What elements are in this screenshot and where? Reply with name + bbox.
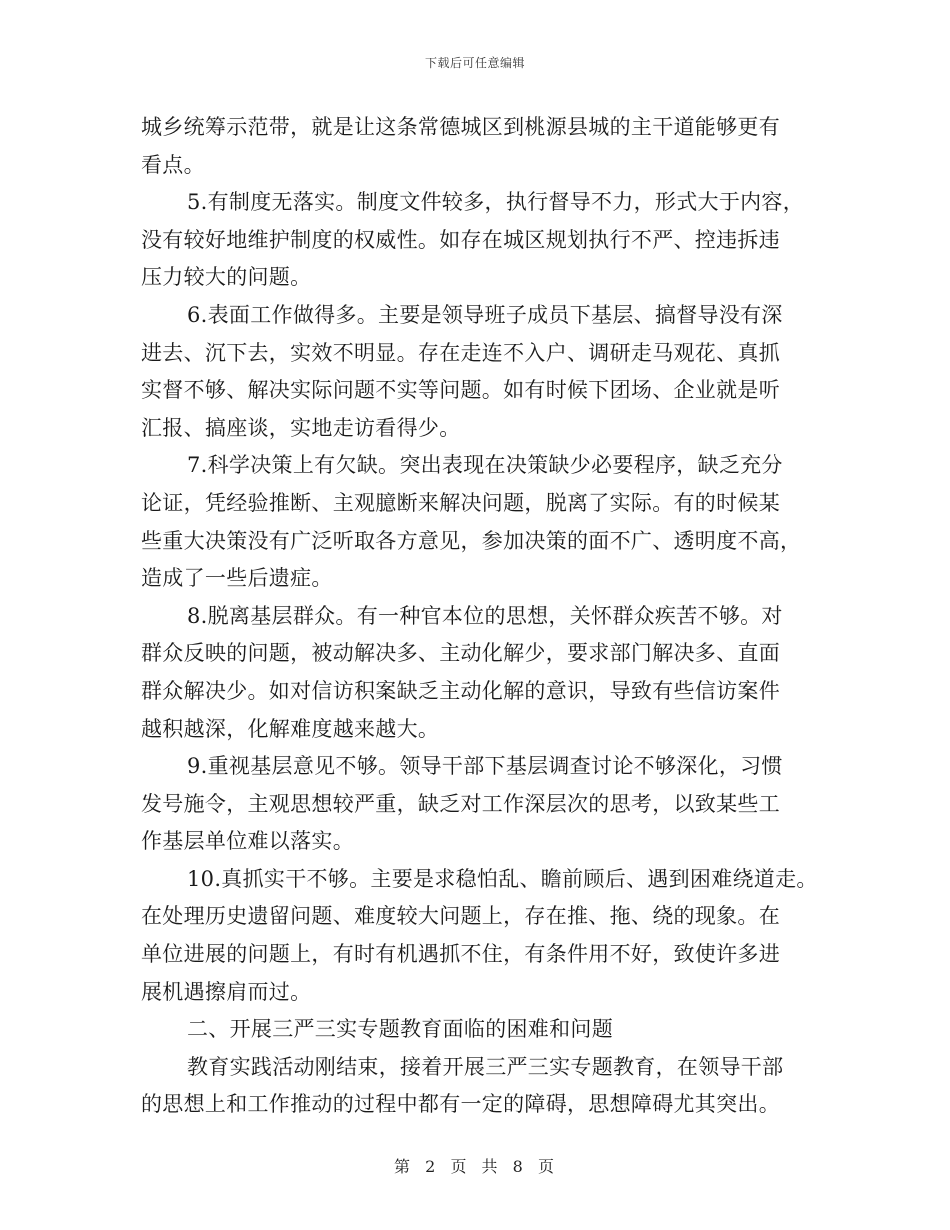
total-pages-number: 8 xyxy=(512,1157,525,1176)
text-line: 的思想上和工作推动的过程中都有一定的障碍，思想障碍尤其突出。 xyxy=(141,1092,780,1117)
footer-page-unit: 页 xyxy=(450,1157,469,1176)
text-line: 在处理历史遗留问题、难度较大问题上，存在推、拖、绕的现象。在 xyxy=(141,904,780,929)
text-line: 进去、沉下去，实效不明显。存在走连不入户、调研走马观花、真抓 xyxy=(141,340,780,365)
paragraph-start-line: 7.科学决策上有欠缺。突出表现在决策缺少必要程序，缺乏充分 xyxy=(187,453,783,478)
text-line: 群众反映的问题，被动解决多、主动化解少，要求部门解决多、直面 xyxy=(141,641,780,666)
text-line: 展机遇擦肩而过。 xyxy=(141,979,312,1004)
paragraph-start-line: 8.脱离基层群众。有一种官本位的思想，关怀群众疾苦不够。对 xyxy=(187,603,783,628)
current-page-number: 2 xyxy=(425,1157,438,1176)
page-header: 下载后可任意编辑 xyxy=(424,56,525,70)
text-line: 城乡统筹示范带，就是让这条常德城区到桃源县城的主干道能够更有 xyxy=(141,115,780,139)
footer-suffix: 页 xyxy=(537,1157,556,1176)
text-line: 发号施令，主观思想较严重，缺乏对工作深层次的思考，以致某些工 xyxy=(141,791,780,816)
document-body xyxy=(141,109,831,1124)
text-line: 些重大决策没有广泛听取各方意见，参加决策的面不广、透明度不高， xyxy=(141,528,802,553)
text-line: 单位进展的问题上，有时有机遇抓不住，有条件用不好，致使许多进 xyxy=(141,942,780,967)
paragraph-start-line: 教育实践活动刚结束，接着开展三严三实专题教育，在领导干部 xyxy=(187,1054,784,1079)
section-heading: 二、开展三严三实专题教育面临的困难和问题 xyxy=(187,1017,613,1042)
text-line: 没有较好地维护制度的权威性。如存在城区规划执行不严、控违拆违 xyxy=(141,227,780,252)
paragraph-start-line: 9.重视基层意见不够。领导干部下基层调查讨论不够深化，习惯 xyxy=(187,754,783,779)
footer-total-label: 共 xyxy=(481,1157,500,1176)
page-footer xyxy=(0,1154,950,1177)
text-line: 汇报、搞座谈，实地走访看得少。 xyxy=(141,415,461,440)
text-line: 作基层单位难以落实。 xyxy=(141,829,354,854)
text-line: 实督不够、解决实际问题不实等问题。如有时候下团场、企业就是听 xyxy=(141,378,780,403)
paragraph-start-line: 10.真抓实干不够。主要是求稳怕乱、瞻前顾后、遇到困难绕道走。 xyxy=(187,866,818,891)
text-line: 越积越深，化解难度越来越大。 xyxy=(141,716,440,741)
paragraph-start-line: 6.表面工作做得多。主要是领导班子成员下基层、搞督导没有深 xyxy=(187,302,783,327)
paragraph-start-line: 5.有制度无落实。制度文件较多，执行督导不力，形式大于内容， xyxy=(187,190,805,215)
text-line: 群众解决少。如对信访积案缺乏主动化解的意识，导致有些信访案件 xyxy=(141,678,780,703)
footer-prefix: 第 xyxy=(394,1157,413,1176)
text-line: 论证，凭经验推断、主观臆断来解决问题，脱离了实际。有的时候某 xyxy=(141,490,780,515)
text-line: 看点。 xyxy=(141,152,205,177)
text-line: 造成了一些后遗症。 xyxy=(141,566,333,591)
text-line: 压力较大的问题。 xyxy=(141,265,312,290)
